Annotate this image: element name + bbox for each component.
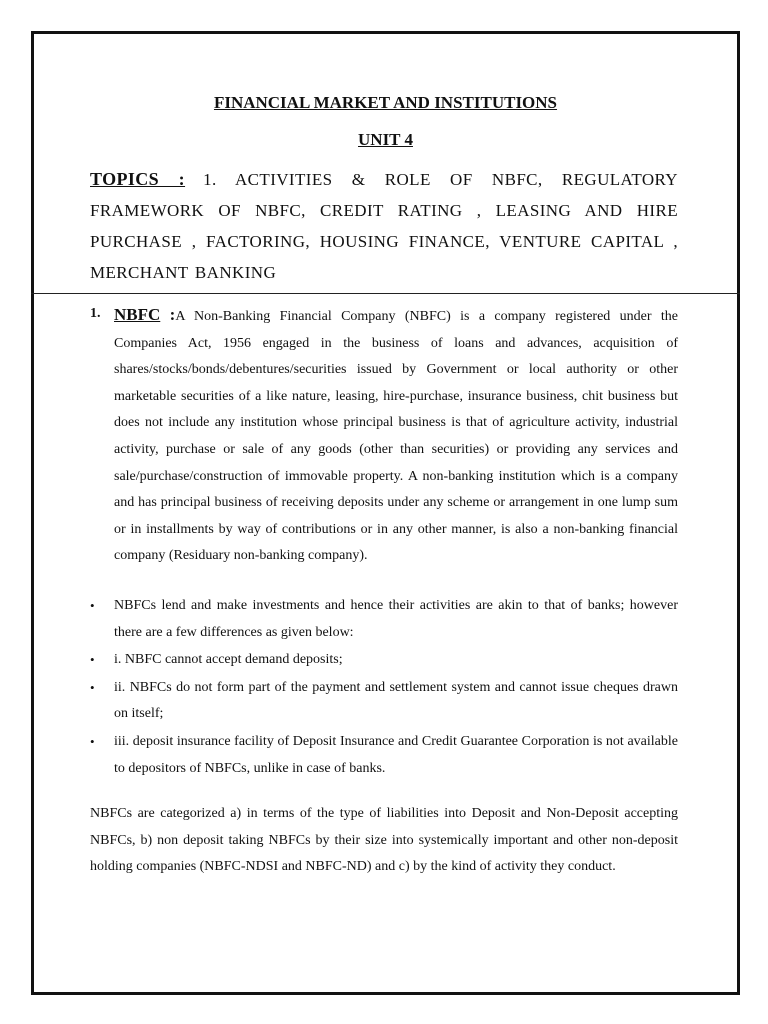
list-item (90, 647, 678, 674)
list-item-text: iii. deposit insurance facility of Deposit Insurance and Credit Guarantee Corporation is not available to depositors of NBFCs, unlike in case of banks. (114, 733, 678, 776)
topics-block (90, 164, 678, 288)
list-item-text: i. NBFC cannot accept demand deposits; (114, 652, 343, 668)
list-item (90, 593, 678, 646)
list-item-text: NBFCs lend and make investments and hence their activities are akin to that of banks; however there are a few differences as given below: (114, 598, 678, 640)
topics-text: 1. ACTIVITIES & ROLE OF NBFC, REGULATORY FRAMEWORK OF NBFC, CREDIT RATING , LEASING AND HIRE PURCHASE , FACTORING, HOUSING FINANCE, VENTURE CAPITAL , MERCHANT BANKING (90, 170, 678, 282)
nbfc-colon: : (169, 305, 176, 324)
categorization-paragraph: NBFCs are categorized a) in terms of the type of liabilities into Deposit and Non-Deposit accepting NBFCs, b) non deposit taking NBFCs by their size into systemically important and other non-deposit holding companies (NBFC-NDSI and NBFC-ND) and c) by the kind of activity they conduct. (90, 806, 678, 875)
nbfc-term: NBFC (114, 305, 161, 324)
nbfc-definition (114, 302, 678, 570)
bullet-icon: • (90, 598, 95, 613)
nbfc-section (90, 302, 678, 570)
bullet-icon: • (90, 679, 95, 695)
list-item-text: ii. NBFCs do not form part of the payment and settlement system and cannot issue cheques drawn on itself; (114, 679, 678, 722)
topics-label: TOPICS : (90, 169, 186, 189)
document-title: FINANCIAL MARKET AND INSTITUTIONS (213, 93, 558, 112)
list-item (90, 729, 678, 782)
unit-heading: UNIT 4 (358, 130, 413, 149)
list-item (90, 675, 678, 728)
bullet-icon: • (90, 652, 95, 668)
section-divider (31, 293, 740, 294)
bullet-icon: • (90, 733, 95, 749)
section-number: 1. (90, 306, 101, 321)
nbfc-definition-text: A Non-Banking Financial Company (NBFC) is a company registered under the Companies Act, 1956 engaged in the business of loans and advances, acquisition of shares/stocks/bonds/debentures/securities issued by Government or local authority or other marketable securities of a like nature, leasing, hire-purchase, insurance business, chit business but does not include any institution whose principal business is that of agriculture activity, industrial activity, purchase or sale of any goods (other than securities) or providing any services and sale/purchase/construction of immovable property. A non-banking institution which is a company and has principal business of receiving deposits under any scheme or arrangement in one lump sum or in installments by way of contributions or in any other manner, is also a non-banking financial company (Residuary non-banking company). (114, 309, 679, 564)
differences-list (90, 593, 678, 783)
